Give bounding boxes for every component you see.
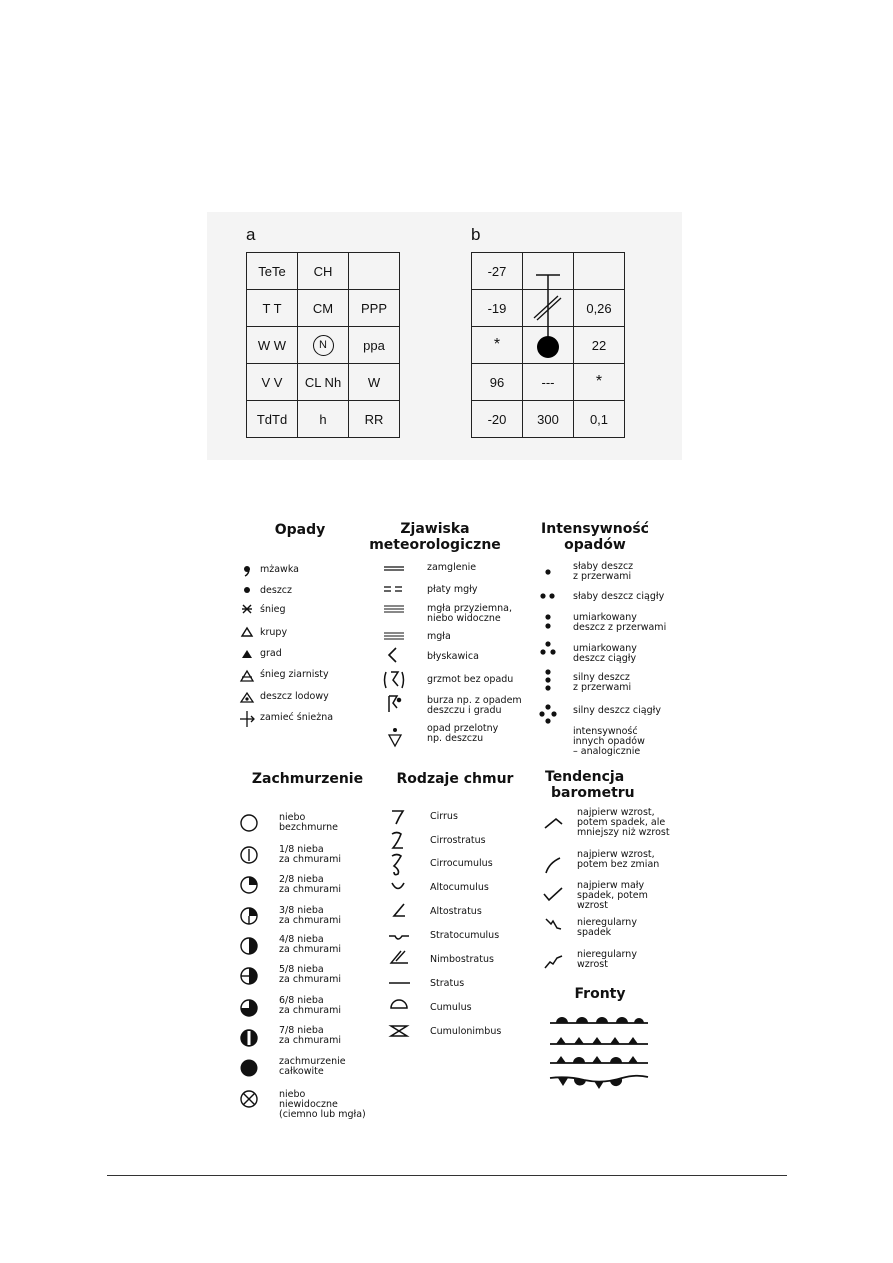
tendencja-item-3: nieregularny spadek <box>577 917 637 938</box>
tendencja-title-line-2: barometru <box>551 785 635 801</box>
cell-b-1-2: 0,26 <box>574 290 625 327</box>
drizzle-icon <box>244 566 250 576</box>
falling-then-rising-icon <box>544 888 562 900</box>
tendencja-item-1: najpierw wzrost, potem bez zmian <box>577 849 660 870</box>
fronty-symbols <box>548 1010 650 1092</box>
nimbostratus-icon <box>391 951 408 963</box>
cell-a-4-1: h <box>298 401 349 438</box>
rodzaje-item-3: Altocumulus <box>430 882 489 893</box>
opady-symbols <box>238 560 258 730</box>
rodzaje-item-7: Stratus <box>430 978 465 989</box>
cell-b-1-0: -19 <box>472 290 523 327</box>
cirrus-icon <box>392 811 403 824</box>
cell-a-3-0: V V <box>247 364 298 401</box>
ground-fog-icon <box>384 606 404 612</box>
cell-a-3-1: CL Nh <box>298 364 349 401</box>
intensywnosc-item-2: umiarkowany deszcz z przerwami <box>573 612 667 633</box>
altocumulus-icon <box>392 883 404 889</box>
cell-b-3-2: * <box>574 364 625 401</box>
stratocumulus-icon <box>389 936 409 939</box>
cell-a-1-1: CM <box>298 290 349 327</box>
zachmurzenie-item-2: 2/8 nieba za chmurami <box>279 874 341 895</box>
rodzaje-item-4: Altostratus <box>430 906 482 917</box>
station-model-glyph <box>522 252 574 367</box>
cell-b-0-2 <box>574 253 625 290</box>
zachmurzenie-title: Zachmurzenie <box>251 771 364 787</box>
rodzaje-item-9: Cumulonimbus <box>430 1026 502 1037</box>
cell-a-4-2: RR <box>349 401 400 438</box>
zachmurzenie-item-9: niebo niewidoczne (ciemno lub mgła) <box>279 1089 366 1120</box>
cell-b-2-2: 22 <box>574 327 625 364</box>
shower-icon <box>389 728 401 746</box>
zachmurzenie-item-6: 6/8 nieba za chmurami <box>279 995 341 1016</box>
cell-b-4-0: -20 <box>472 401 523 438</box>
rodzaje-item-1: Cirrostratus <box>430 835 486 846</box>
rodzaje-symbols <box>388 806 414 1041</box>
heavy-intermittent-rain-icon <box>545 669 550 690</box>
zachmurzenie-item-3: 3/8 nieba za chmurami <box>279 905 341 926</box>
occluded-front-icon <box>550 1076 648 1089</box>
cell-a-2-0: W W <box>247 327 298 364</box>
opady-item-5: śnieg ziarnisty <box>260 669 329 680</box>
circled-n: N <box>313 335 334 356</box>
warm-front-icon <box>550 1017 648 1023</box>
tendencja-item-2: najpierw mały spadek, potem wzrost <box>577 880 648 911</box>
opady-title: Opady <box>274 522 326 538</box>
opady-item-0: mżawka <box>260 564 299 575</box>
cirrocumulus-icon <box>392 855 401 875</box>
zachmurzenie-item-5: 5/8 nieba za chmurami <box>279 964 341 985</box>
zjawiska-item-4: błyskawica <box>427 651 479 662</box>
zjawiska-item-7: opad przelotny np. deszczu <box>427 723 499 744</box>
rodzaje-item-8: Cumulus <box>430 1002 472 1013</box>
cell-a-1-0: T T <box>247 290 298 327</box>
zjawiska-item-6: burza np. z opadem deszczu i gradu <box>427 695 522 716</box>
cloud-1-8-icon <box>241 847 257 863</box>
cumulus-icon <box>391 1000 407 1008</box>
opady-item-1: deszcz <box>260 585 293 596</box>
irregular-rising-icon <box>545 956 562 968</box>
tendencja-title <box>545 769 660 801</box>
zjawiska-item-5: grzmot bez opadu <box>427 674 514 685</box>
cell-a-2-1 <box>298 327 349 364</box>
haze-icon <box>384 567 404 570</box>
cell-a-4-0: TdTd <box>247 401 298 438</box>
zachmurzenie-item-7: 7/8 nieba za chmurami <box>279 1025 341 1046</box>
altostratus-icon <box>394 904 405 916</box>
zjawiska-title-line-1: Zjawiska <box>400 521 470 537</box>
sky-obscured-icon <box>241 1091 257 1107</box>
opady-item-3: krupy <box>260 627 288 638</box>
moderate-continuous-rain-icon <box>540 641 555 654</box>
thunderstorm-icon <box>389 696 401 712</box>
cell-a-3-2: W <box>349 364 400 401</box>
intensywnosc-item-3: umiarkowany deszcz ciągły <box>573 643 637 664</box>
opady-item-6: deszcz lodowy <box>260 691 329 702</box>
stationary-front-icon <box>550 1056 648 1063</box>
zachmurzenie-item-0: niebo bezchmurne <box>279 812 338 833</box>
cell-b-4-2: 0,1 <box>574 401 625 438</box>
intensywnosc-symbols <box>535 562 561 734</box>
rodzaje-item-2: Cirrocumulus <box>430 858 493 869</box>
rising-then-steady-icon <box>546 858 560 873</box>
opady-item-7: zamieć śnieżna <box>260 712 334 723</box>
zjawiska-item-3: mgła <box>427 631 451 642</box>
panel-a-table <box>246 252 400 438</box>
zachmurzenie-item-4: 4/8 nieba za chmurami <box>279 934 341 955</box>
tendencja-item-4: nieregularny wzrost <box>577 949 637 970</box>
rain-dot-icon <box>244 587 250 593</box>
snow-grains-icon <box>241 671 253 681</box>
snow-star-icon <box>242 605 252 613</box>
tendencja-title-line-1: Tendencja <box>545 769 625 785</box>
lightning-icon <box>389 648 396 662</box>
rising-then-falling-icon <box>545 819 562 828</box>
rodzaje-item-0: Cirrus <box>430 811 458 822</box>
intensywnosc-item-1: słaby deszcz ciągły <box>573 591 665 602</box>
cell-b-2-0: * <box>472 327 523 364</box>
zjawiska-title <box>353 521 517 553</box>
hail-triangle-icon <box>242 650 252 658</box>
cell-b-0-0: -27 <box>472 253 523 290</box>
cell-b-3-0: 96 <box>472 364 523 401</box>
thunder-icon <box>385 672 404 688</box>
cloud-2-8-icon <box>241 877 257 893</box>
rodzaje-title: Rodzaje chmur <box>396 771 514 787</box>
intensywnosc-item-4: silny deszcz z przerwami <box>573 672 632 693</box>
cirrostratus-icon <box>392 833 403 849</box>
tendencja-item-0: najpierw wzrost, potem spadek, ale mniejszy niż wzrost <box>577 807 670 838</box>
moderate-intermittent-rain-icon <box>545 614 550 628</box>
cell-a-0-1: CH <box>298 253 349 290</box>
zjawiska-item-0: zamglenie <box>427 562 477 573</box>
light-intermittent-rain-icon <box>545 569 550 574</box>
cloud-4-8-icon <box>241 938 257 954</box>
cell-a-1-2: PPP <box>349 290 400 327</box>
rodzaje-item-5: Stratocumulus <box>430 930 500 941</box>
heavy-continuous-rain-icon <box>539 704 556 723</box>
cloud-6-8-icon <box>241 1000 257 1016</box>
cell-a-2-2: ppa <box>349 327 400 364</box>
fog-icon <box>384 633 404 639</box>
intensywnosc-title-line-2: opadów <box>564 537 626 553</box>
fronty-title: Fronty <box>574 986 626 1002</box>
zjawiska-symbols <box>382 560 408 750</box>
cloud-0-8-icon <box>241 815 257 831</box>
zachmurzenie-item-8: zachmurzenie całkowite <box>279 1056 346 1077</box>
ice-pellets-icon <box>241 693 253 702</box>
light-continuous-rain-icon <box>540 593 554 598</box>
intensywnosc-title <box>535 521 655 553</box>
intensywnosc-title-line-1: Intensywność <box>541 521 649 537</box>
zjawiska-item-2: mgła przyziemna, niebo widoczne <box>427 603 512 624</box>
irregular-falling-icon <box>546 919 561 929</box>
cell-b-3-1: --- <box>523 364 574 401</box>
zjawiska-title-line-2: meteorologiczne <box>369 537 501 553</box>
cell-b-4-1: 300 <box>523 401 574 438</box>
opady-item-4: grad <box>260 648 282 659</box>
zachmurzenie-item-1: 1/8 nieba za chmurami <box>279 844 341 865</box>
footer-divider <box>107 1175 787 1176</box>
cumulonimbus-icon <box>391 1026 407 1036</box>
cloud-3-8-icon <box>241 908 257 924</box>
fog-patches-icon <box>384 587 402 591</box>
panel-a-label: a <box>246 225 256 244</box>
cell-a-0-0: TeTe <box>247 253 298 290</box>
panel-b-label: b <box>471 225 481 244</box>
tendencja-symbols <box>540 810 570 975</box>
blowing-snow-icon <box>240 711 254 727</box>
cell-a-0-2 <box>349 253 400 290</box>
rodzaje-item-6: Nimbostratus <box>430 954 494 965</box>
intensywnosc-item-0: słaby deszcz z przerwami <box>573 561 634 582</box>
opady-item-2: śnieg <box>260 604 286 615</box>
zachmurzenie-symbols <box>238 812 262 1112</box>
zjawiska-item-1: płaty mgły <box>427 584 478 595</box>
cloud-7-8-icon <box>241 1030 257 1046</box>
graupel-triangle-icon <box>242 628 252 636</box>
cloud-8-8-icon <box>241 1060 258 1077</box>
intensywnosc-item-6: intensywność innych opadów – analogicznie <box>573 726 645 757</box>
intensywnosc-item-5: silny deszcz ciągły <box>573 705 661 716</box>
cloud-5-8-icon <box>241 968 257 984</box>
cold-front-icon <box>550 1037 648 1044</box>
